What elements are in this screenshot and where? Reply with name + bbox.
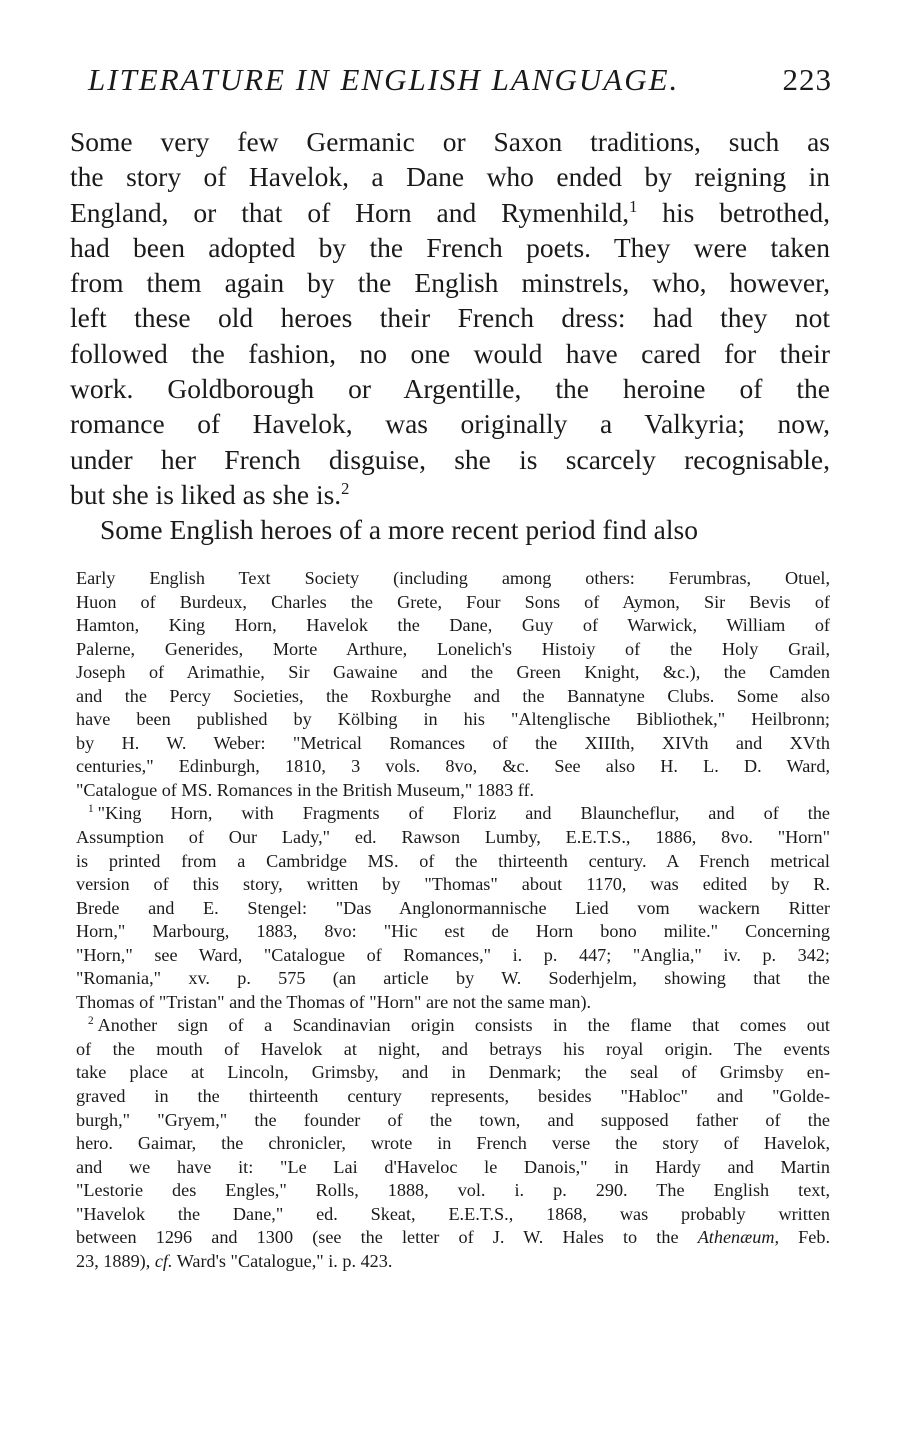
- note-line: is printed from a Cambridge MS. of the thirteenth century. A French metrical: [76, 850, 830, 871]
- note-line: centuries," Edinburgh, 1810, 3 vols. 8vo, &c. See also H. L. D. Ward,: [76, 756, 830, 777]
- note-line: [76, 1250, 830, 1274]
- footnote-continuation: [76, 567, 830, 802]
- footnote-2-mark: 2: [88, 1015, 94, 1028]
- note-line: hero. Gaimar, the chronicler, wrote in French verse the story of Havelok,: [76, 1133, 830, 1154]
- footnote-ref-1: 1: [629, 196, 638, 216]
- body-text: [70, 124, 830, 548]
- note-line: "Romania," xv. p. 575 (an article by W. Soderhjelm, showing that the: [76, 968, 830, 989]
- note-line: Huon of Burdeux, Charles the Grete, Four Sons of Aymon, Sir Bevis of: [76, 591, 830, 612]
- note-line-text: Another sign of a Scandinavian origin consists in the flame that comes out: [97, 1015, 830, 1036]
- note-line: Horn," Marbourg, 1883, 8vo: "Hic est de Horn bono milite." Concerning: [76, 921, 830, 942]
- body-line: [70, 195, 830, 230]
- journal-title: Athenæum,: [697, 1227, 780, 1248]
- page-number: 223: [782, 62, 832, 97]
- body-line: Some English heroes of a more recent period find also: [100, 514, 698, 546]
- body-line: Some very few Germanic or Saxon traditions, such as: [70, 126, 830, 157]
- note-line-text: 23, 1889),: [76, 1250, 151, 1271]
- note-line-text: between 1296 and 1300 (see the letter of J. W. Hales to the: [76, 1227, 679, 1248]
- footnotes: [76, 567, 830, 1273]
- body-line: work. Goldborough or Argentille, the heroine of the: [70, 373, 830, 405]
- cf-abbreviation: cf.: [154, 1250, 173, 1271]
- note-line-text: Ward's "Catalogue," i. p. 423.: [172, 1250, 393, 1271]
- note-line: Thomas of "Tristan" and the Thomas of "Horn" are not the same man).: [76, 991, 592, 1012]
- footnote-1-mark: 1: [88, 803, 94, 816]
- body-line-text: his betrothed,: [637, 196, 830, 228]
- note-line-text: Feb.: [779, 1227, 831, 1248]
- body-line: the story of Havelok, a Dane who ended by reigning in: [70, 161, 830, 193]
- note-line: [76, 1226, 830, 1250]
- note-line-text: "King Horn, with Fragments of Floriz and Blauncheflur, and of the: [97, 803, 830, 824]
- note-line: Palerne, Generides, Morte Arthure, Lonelich's Histoiy of the Holy Grail,: [76, 638, 830, 659]
- note-line: burgh," "Gryem," the founder of the town, and supposed father of the: [76, 1109, 830, 1130]
- note-line: "Lestorie des Engles," Rolls, 1888, vol. i. p. 290. The English text,: [76, 1180, 830, 1201]
- note-line: "Havelok the Dane," ed. Skeat, E.E.T.S., 1868, was probably written: [76, 1203, 830, 1224]
- note-line: Assumption of Our Lady," ed. Rawson Lumby, E.E.T.S., 1886, 8vo. "Horn": [76, 827, 830, 848]
- body-line-text: England, or that of Horn and Rymenhild,: [70, 196, 630, 228]
- running-head: [88, 62, 832, 102]
- note-line: [76, 802, 830, 826]
- note-line: have been published by Kölbing in his "Altenglische Bibliothek," Heilbronn;: [76, 709, 830, 730]
- footnote-2: [76, 1014, 830, 1273]
- body-line: under her French disguise, she is scarcely recognisable,: [70, 443, 830, 475]
- note-line: take place at Lincoln, Grimsby, and in Denmark; the seal of Grimsby en-: [76, 1062, 830, 1083]
- body-line: from them again by the English minstrels, who, however,: [70, 267, 830, 299]
- body-line: had been adopted by the French poets. They were taken: [70, 231, 830, 263]
- note-line: "Catalogue of MS. Romances in the British Museum," 1883 ff.: [76, 779, 535, 800]
- footnote-ref-2: 2: [341, 478, 350, 498]
- footnote-1: [76, 802, 830, 1014]
- note-line: and we have it: "Le Lai d'Haveloc le Danois," in Hardy and Martin: [76, 1156, 830, 1177]
- note-line: [76, 1014, 830, 1038]
- body-line: followed the fashion, no one would have cared for their: [70, 337, 830, 369]
- note-line: version of this story, written by "Thomas" about 1170, was edited by R.: [76, 874, 830, 895]
- body-line: [70, 477, 830, 512]
- note-line: by H. W. Weber: "Metrical Romances of the XIIIth, XIVth and XVth: [76, 732, 830, 753]
- note-line: Hamton, King Horn, Havelok the Dane, Guy of Warwick, William of: [76, 615, 830, 636]
- note-line: Joseph of Arimathie, Sir Gawaine and the Green Knight, &c.), the Camden: [76, 662, 830, 683]
- note-line: graved in the thirteenth century represents, besides "Habloc" and "Golde-: [76, 1086, 830, 1107]
- body-line: romance of Havelok, was originally a Valkyria; now,: [70, 408, 830, 440]
- note-line: and the Percy Societies, the Roxburghe and the Bannatyne Clubs. Some also: [76, 685, 830, 706]
- note-line: Early English Text Society (including among others: Ferumbras, Otuel,: [76, 568, 830, 588]
- body-line: left these old heroes their French dress: had they not: [70, 302, 830, 334]
- running-head-title: LITERATURE IN ENGLISH LANGUAGE.: [88, 62, 680, 97]
- note-line: Brede and E. Stengel: "Das Anglonormannische Lied vom wackern Ritter: [76, 897, 830, 918]
- body-line-text: but she is liked as she is.: [70, 478, 342, 510]
- note-line: of the mouth of Havelok at night, and betrays his royal origin. The events: [76, 1038, 830, 1059]
- note-line: "Horn," see Ward, "Catalogue of Romances," i. p. 447; "Anglia," iv. p. 342;: [76, 944, 830, 965]
